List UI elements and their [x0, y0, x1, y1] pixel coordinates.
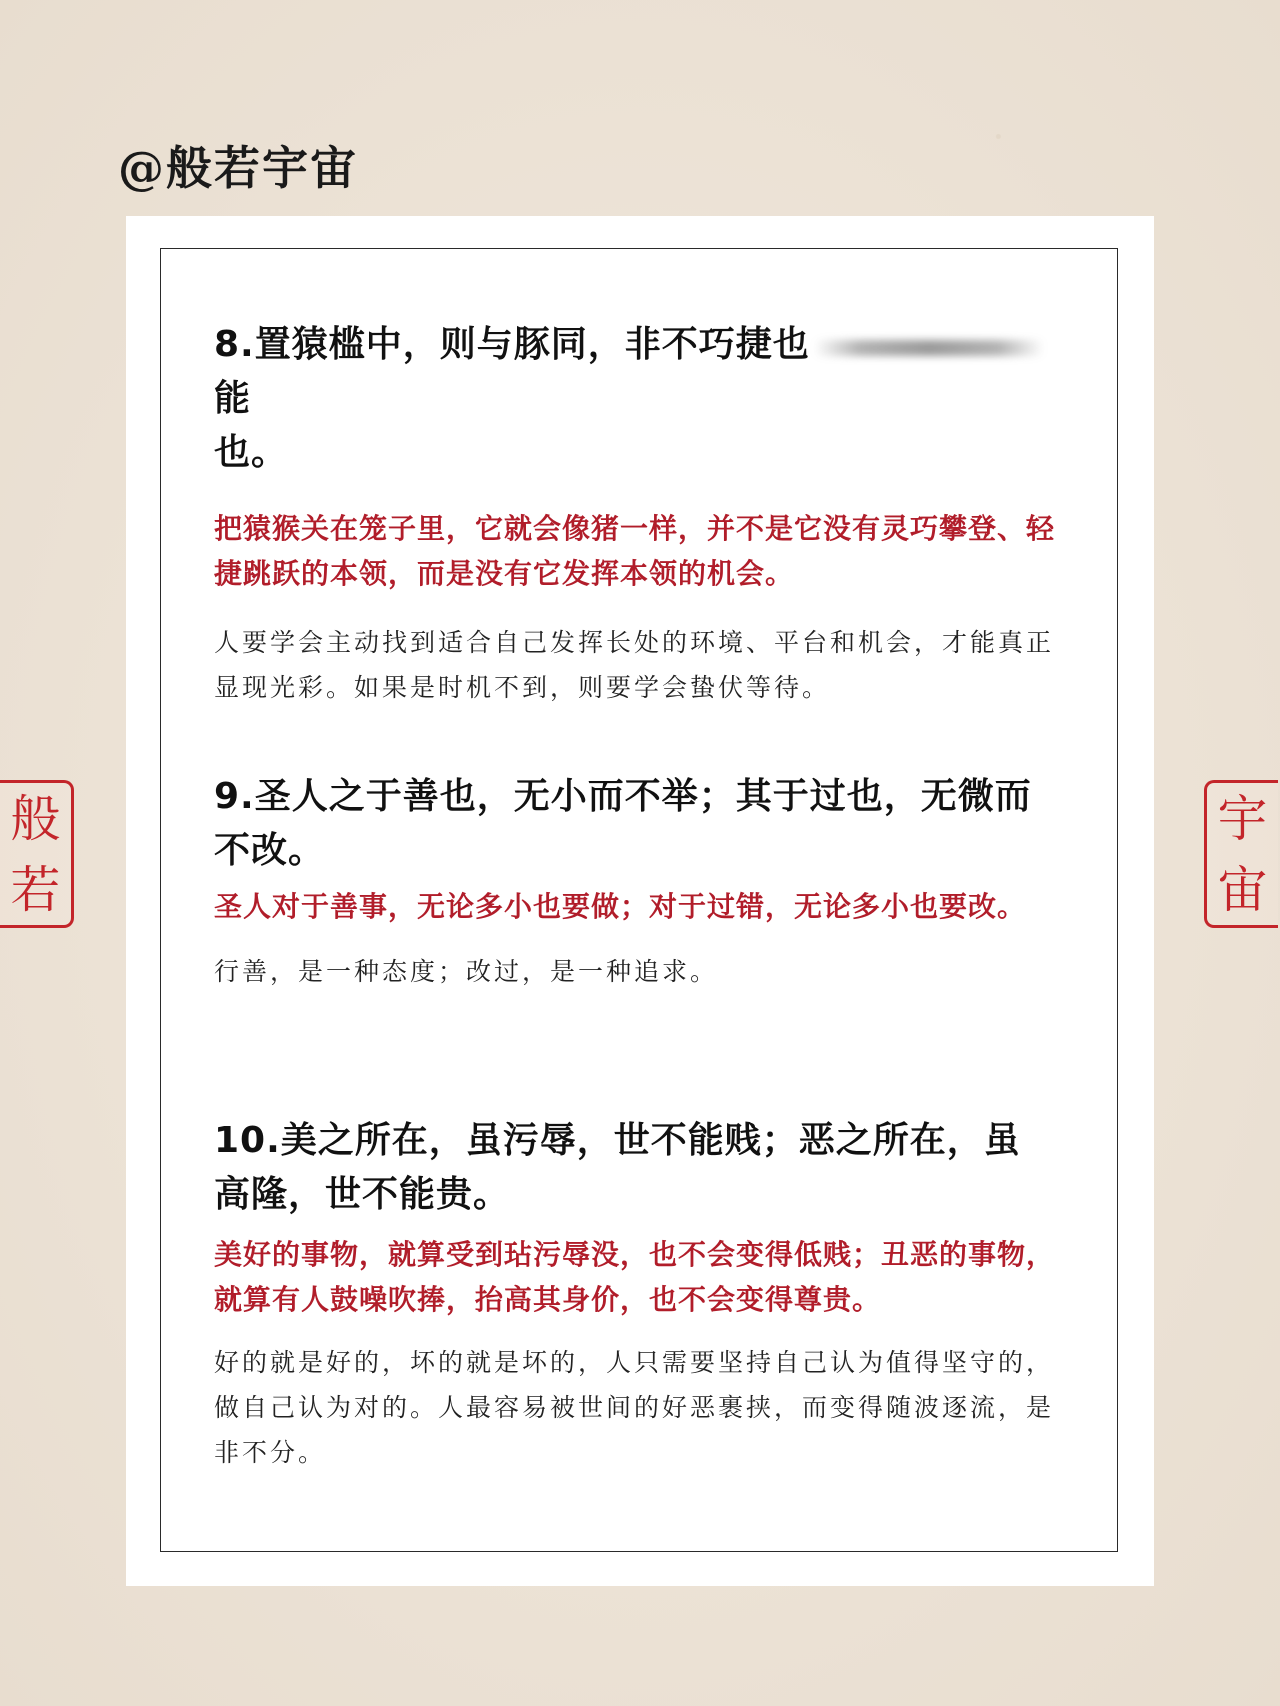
- entry-heading: 10.美之所在，虽污辱，世不能贱；恶之所在，虽高隆，世不能贵。: [214, 1120, 1021, 1215]
- entry-heading: 9.圣人之于善也，无小而不举；其于过也，无微而不改。: [214, 776, 1032, 871]
- seal-char: 宇: [1217, 789, 1268, 848]
- seal-char: 般: [10, 789, 61, 848]
- entry-9: [214, 770, 1056, 994]
- entry-translation: 把猿猴关在笼子里，它就会像猪一样，并不是它没有灵巧攀登、轻捷跳跃的本领，而是没有它发挥本领的机会。: [214, 512, 1056, 590]
- author-handle: @般若宇宙: [118, 141, 358, 195]
- entry-comment: 人要学会主动找到适合自己发挥长处的环境、平台和机会，才能真正显现光彩。如果是时机不到，则要学会蛰伏等待。: [214, 628, 1055, 702]
- seal-char: 若: [10, 860, 61, 919]
- redaction-blur: [814, 340, 1044, 356]
- entry-heading-line1: 8.置猿槛中，则与豚同，非不巧捷也: [214, 324, 810, 365]
- entry-8: [214, 318, 1056, 710]
- entry-heading-line2: 也。: [214, 432, 289, 473]
- entry-comment: 好的就是好的，坏的就是坏的，人只需要坚持自己认为值得坚守的，做自己认为对的。人最容易被世间的好恶裹挟，而变得随波逐流，是非不分。: [214, 1348, 1055, 1467]
- entry-translation: 美好的事物，就算受到玷污辱没，也不会变得低贱；丑恶的事物，就算有人鼓噪吹捧，抬高其身价，也不会变得尊贵。: [214, 1238, 1056, 1316]
- entry-comment: 行善，是一种态度；改过，是一种追求。: [214, 957, 719, 986]
- seal-stamp-left: [0, 780, 74, 928]
- entry-heading-line1-tail: 能: [214, 378, 252, 419]
- seal-char: 宙: [1217, 860, 1268, 919]
- content-area: [214, 318, 1056, 1467]
- entry-10: [214, 1114, 1056, 1475]
- seal-stamp-right: [1204, 780, 1278, 928]
- entry-translation: 圣人对于善事，无论多小也要做；对于过错，无论多小也要改。: [214, 890, 1027, 923]
